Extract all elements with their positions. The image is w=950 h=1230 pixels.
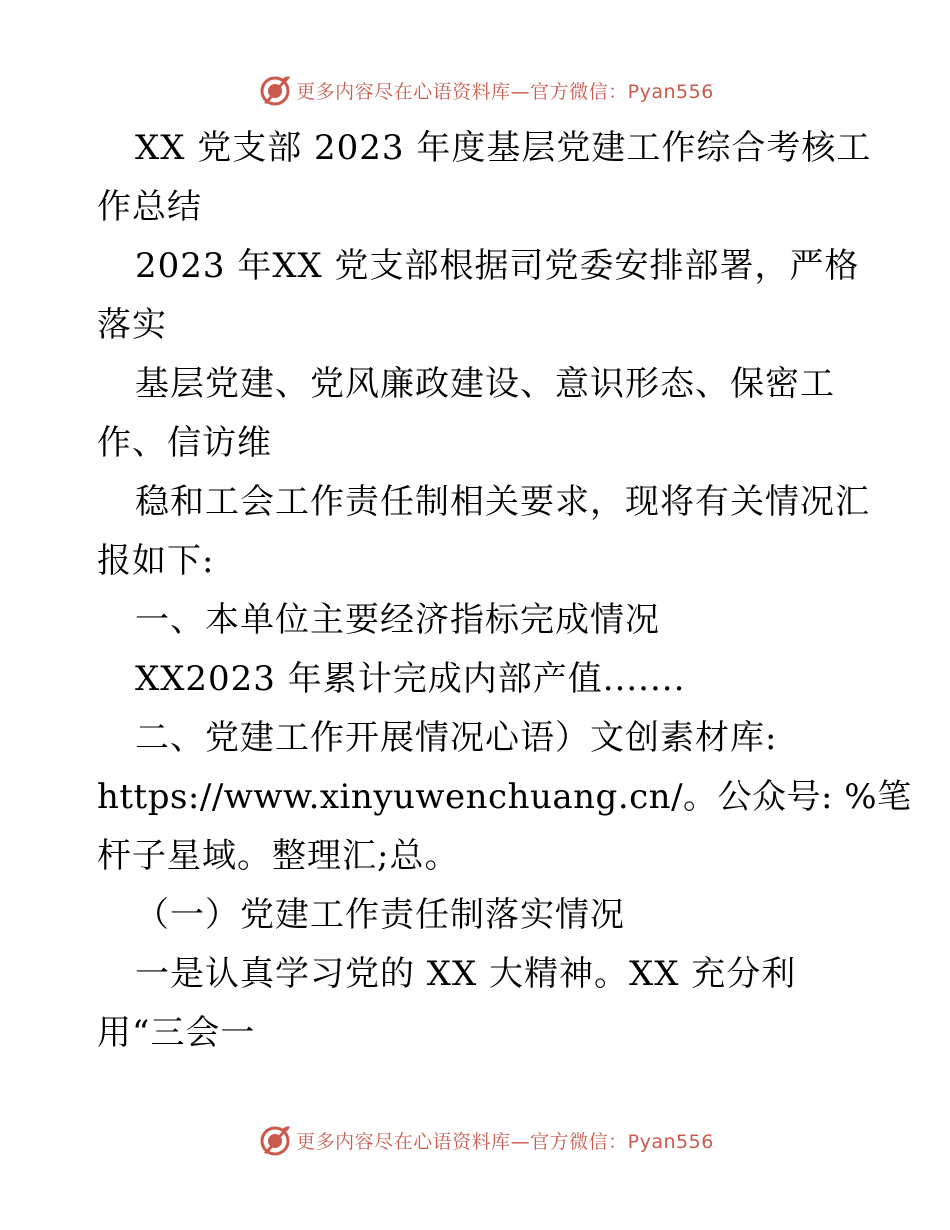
doc-line: 杆子星域。整理汇;总。 — [97, 836, 460, 876]
section-heading: 一、本单位主要经济指标完成情况 — [135, 600, 660, 640]
doc-line: 作总结 — [97, 187, 202, 227]
watermark-text: 更多内容尽在心语资料库—官方微信：Pyan556 — [296, 80, 714, 103]
quill-pen-logo-icon — [258, 1123, 292, 1157]
doc-line: XX2023 年累计完成内部产值....... — [135, 659, 686, 699]
section-heading: 二、党建工作开展情况心语）文创素材库: — [135, 718, 778, 758]
doc-line: 2023 年XX 党支部根据司党委安排部署，严格 — [135, 246, 860, 286]
doc-line: 稳和工会工作责任制相关要求，现将有关情况汇 — [135, 482, 870, 522]
doc-line: 作、信访维 — [97, 423, 272, 463]
watermark-text: 更多内容尽在心语资料库—官方微信：Pyan556 — [296, 1130, 714, 1153]
doc-line: 一是认真学习党的 XX 大精神。XX 充分利 — [135, 954, 797, 994]
doc-line: https://www.xinyuwenchuang.cn/。公众号: %笔 — [97, 777, 912, 817]
doc-line: 基层党建、党风廉政建设、意识形态、保密工 — [135, 364, 835, 404]
doc-line: XX 党支部 2023 年度基层党建工作综合考核工 — [135, 128, 872, 168]
subsection-heading: （一）党建工作责任制落实情况 — [135, 895, 625, 935]
footer-watermark — [0, 1120, 950, 1160]
doc-line: 落实 — [97, 305, 167, 345]
doc-line: 用“三会一 — [97, 1013, 256, 1053]
doc-line: 报如下: — [97, 541, 215, 581]
